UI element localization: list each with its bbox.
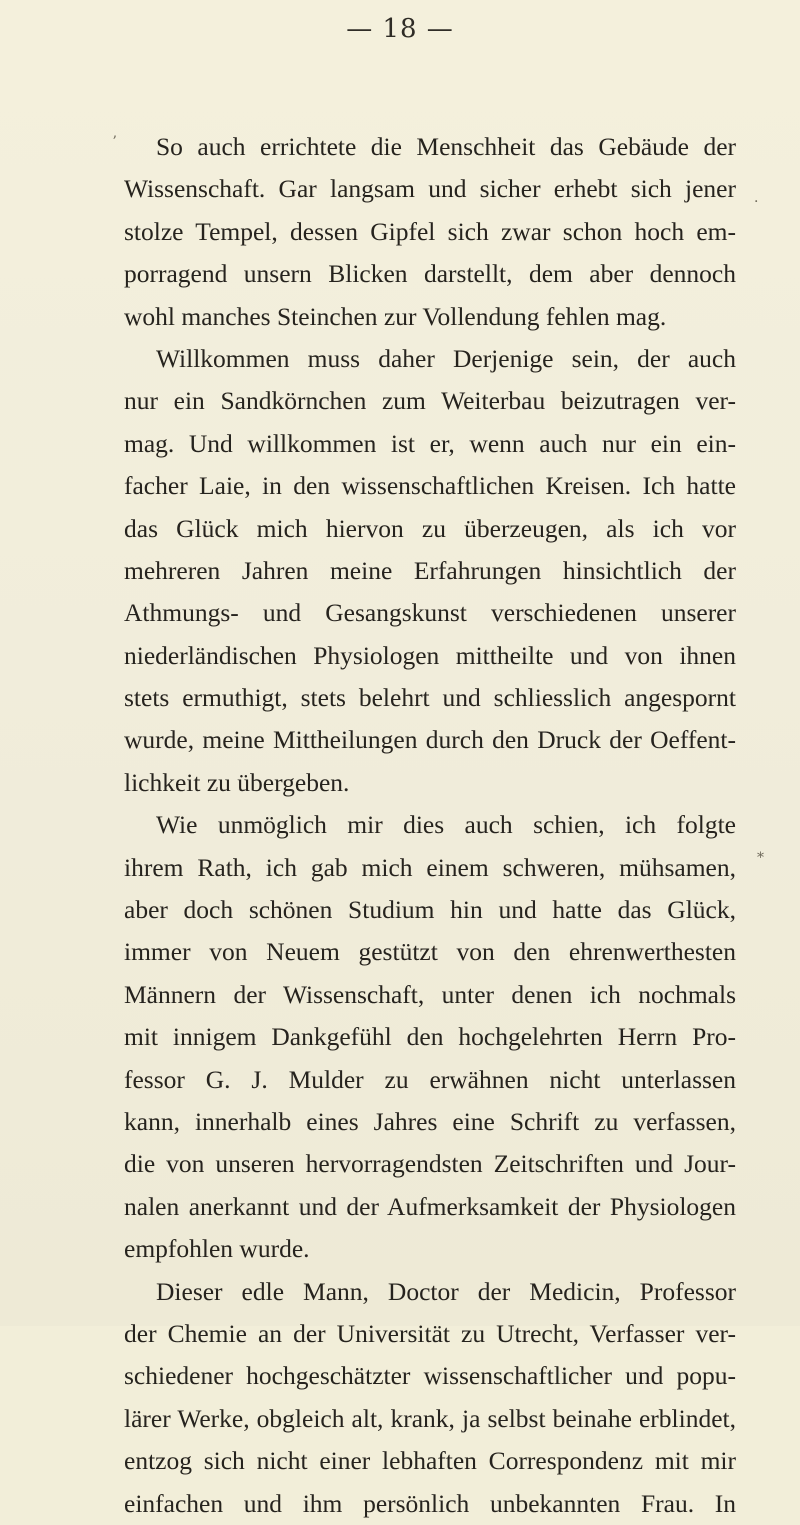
text-line: immer von Neuem gestützt von den ehrenwerthesten — [124, 937, 736, 967]
text-line: Wissenschaft. Gar langsam und sicher erhebt sich jener — [124, 174, 736, 204]
text-line: wurde, meine Mittheilungen durch den Druck der Oeffent- — [124, 725, 736, 755]
text-line: Athmungs- und Gesangskunst verschiedenen unserer — [124, 598, 736, 628]
text-line: das Glück mich hiervon zu überzeugen, als ich vor — [124, 513, 736, 543]
text-line: nalen anerkannt und der Aufmerksamkeit der Physiologen — [124, 1191, 736, 1221]
text-line: kann, innerhalb eines Jahres eine Schrift zu verfassen, — [124, 1106, 736, 1136]
text-line: die von unseren hervorragendsten Zeitschriften und Jour- — [124, 1149, 736, 1179]
body-text — [124, 126, 736, 1525]
page-number: — 18 — — [346, 14, 454, 44]
text-line: niederländischen Physiologen mittheilte und von ihnen — [124, 640, 736, 670]
text-line: mit innigem Dankgefühl den hochgelehrten Herrn Pro- — [124, 1022, 736, 1052]
text-line: Dieser edle Mann, Doctor der Medicin, Professor — [156, 1276, 736, 1306]
text-line: nur ein Sandkörnchen zum Weiterbau beizutragen ver- — [124, 386, 736, 416]
text-line: empfohlen wurde. — [124, 1234, 310, 1264]
text-line: stets ermuthigt, stets belehrt und schliesslich angespornt — [124, 683, 736, 713]
print-speck: · — [754, 194, 759, 210]
text-line: lichkeit zu übergeben. — [124, 767, 350, 797]
print-speck: * — [757, 850, 764, 866]
text-line: stolze Tempel, dessen Gipfel sich zwar schon hoch em- — [124, 216, 736, 246]
text-line: schiedener hochgeschätzter wissenschaftlicher und popu- — [124, 1361, 736, 1391]
text-line: lärer Werke, obgleich alt, krank, ja selbst beinahe erblindet, — [124, 1403, 736, 1433]
text-line: der Chemie an der Universität zu Utrecht, Verfasser ver- — [124, 1318, 736, 1348]
text-line: mag. Und willkommen ist er, wenn auch nur ein ein- — [124, 428, 736, 458]
text-line: aber doch schönen Studium hin und hatte das Glück, — [124, 895, 736, 925]
text-line: fessor G. J. Mulder zu erwähnen nicht unterlassen — [124, 1064, 736, 1094]
text-line: facher Laie, in den wissenschaftlichen Kreisen. Ich hatte — [124, 471, 736, 501]
text-line: wohl manches Steinchen zur Vollendung fehlen mag. — [124, 301, 667, 331]
text-line: Männern der Wissenschaft, unter denen ich nochmals — [124, 979, 736, 1009]
text-line: ihrem Rath, ich gab mich einem schweren, mühsamen, — [124, 852, 736, 882]
text-line: mehreren Jahren meine Erfahrungen hinsichtlich der — [124, 555, 736, 585]
text-line: Wie unmöglich mir dies auch schien, ich folgte — [156, 810, 736, 840]
text-line: einfachen und ihm persönlich unbekannten Frau. In — [124, 1488, 736, 1518]
text-line: porragend unsern Blicken darstellt, dem aber dennoch — [124, 259, 736, 289]
text-line: So auch errichtete die Menschheit das Gebäude der — [156, 132, 736, 161]
text-line: Willkommen muss daher Derjenige sein, der auch — [156, 343, 736, 373]
print-speck: ʼ — [112, 134, 117, 150]
text-line: entzog sich nicht einer lebhaften Correspondenz mit mir — [124, 1446, 736, 1476]
